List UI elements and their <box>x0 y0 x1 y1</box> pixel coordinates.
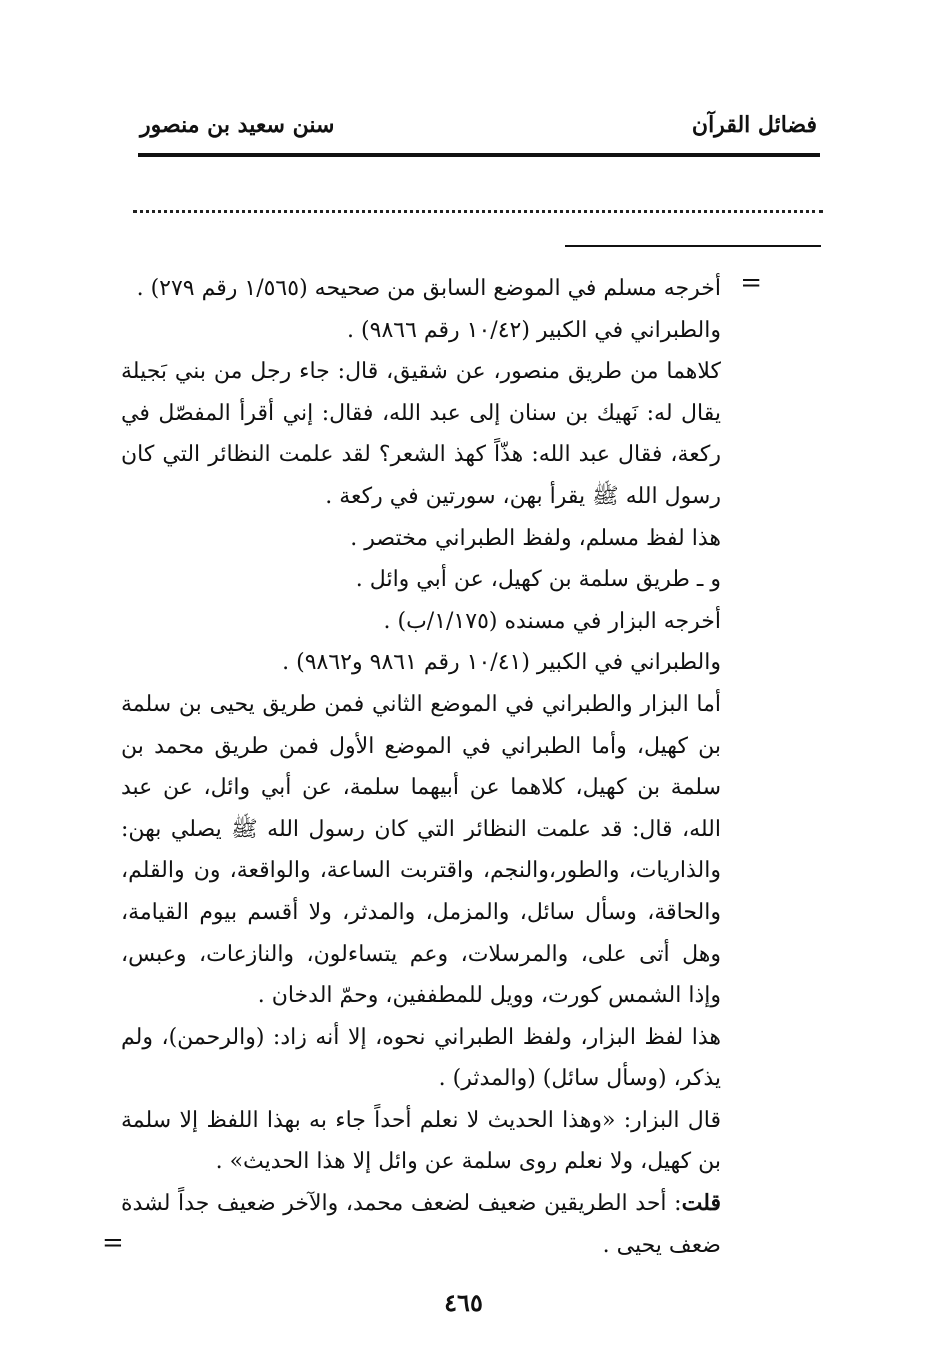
footnote-paragraph: قال البزار: «وهذا الحديث لا نعلم أحداً جاء به بهذا اللفظ إلا سلمة بن كهيل، ولا نعلم روى سلمة عن وائل إلا هذا الحديث» . <box>121 1107 721 1175</box>
footnote-paragraph: هذا لفظ البزار، ولفظ الطبراني نحوه، إلا أنه زاد: (والرحمن)، ولم يذكر، (وسأل سائل) (والمدثر) . <box>121 1024 722 1092</box>
footnote-paragraph: والطبراني في الكبير (١٠/٤١ رقم ٩٨٦١ و٩٨٦٢) . <box>282 650 721 676</box>
continuation-mark-top: = <box>740 268 762 298</box>
footnote-paragraph: أخرجه البزار في مسنده (١/١٧٥/ب) . <box>383 608 721 634</box>
footnote-paragraph: هذا لفظ مسلم، ولفظ الطبراني مختصر . <box>350 525 721 551</box>
footnote-paragraph: أخرجه مسلم في الموضع السابق من صحيحه (١/٥٦٥ رقم ٢٧٩) . <box>136 276 721 301</box>
footnote-paragraph: و ـ طريق سلمة بن كهيل، عن أبي وائل . <box>355 567 721 593</box>
note-text: : أحد الطريقين ضعيف لضعف محمد، والآخر ضعيف جداً لشدة ضعف يحيى . <box>121 1191 721 1258</box>
running-header-book: سنن سعيد بن منصور <box>140 112 335 138</box>
header-rule <box>138 153 820 157</box>
continuation-mark-bottom: = <box>102 1228 124 1258</box>
footnote-paragraph: والطبراني في الكبير (١٠/٤٢ رقم ٩٨٦٦) . <box>347 317 721 343</box>
running-header-section: فضائل القرآن <box>691 112 817 138</box>
footnote-body <box>121 268 721 1266</box>
dotted-separator <box>133 210 823 213</box>
note-label: قلت <box>681 1190 721 1217</box>
footnote-final-paragraph <box>121 1183 721 1266</box>
page-number: ٤٦٥ <box>444 1288 483 1317</box>
footnote-paragraph: كلاهما من طريق منصور، عن شقيق، قال: جاء رجل من بني بَجيلة يقال له: نَهيك بن سنان إلى عبد الله، فقال: إني أقرأ المفصّل في ركعة، فقال عبد الله: هذّاً كهذ الشعر؟ لقد علمت النظائر التي كان رسول الله ﷺ يقرأ بهن، سورتين في ركعة . <box>121 359 721 509</box>
footnote-rule <box>565 245 821 247</box>
footnote-paragraph: أما البزار والطبراني في الموضع الثاني فمن طريق يحيى بن سلمة بن كهيل، وأما الطبراني في الموضع الأول فمن طريق محمد بن سلمة بن كهيل، كلاهما عن أبيهما سلمة، عن أبي وائل، عن عبد الله، قال: قد علمت النظائر التي كان رسول الله ﷺ يصلي بهن: والذاريات، والطور،والنجم، واقتربت الساعة، والواقعة، ون والقلم، والحاقة، وسأل سائل، والمزمل، والمدثر، ولا أقسم بيوم القيامة، وهل أتى على، والمرسلات، وعم يتساءلون، والنازعات، وعبس، وإذا الشمس كورت، وويل للمطففين، وحمّ الدخان . <box>121 691 721 1009</box>
